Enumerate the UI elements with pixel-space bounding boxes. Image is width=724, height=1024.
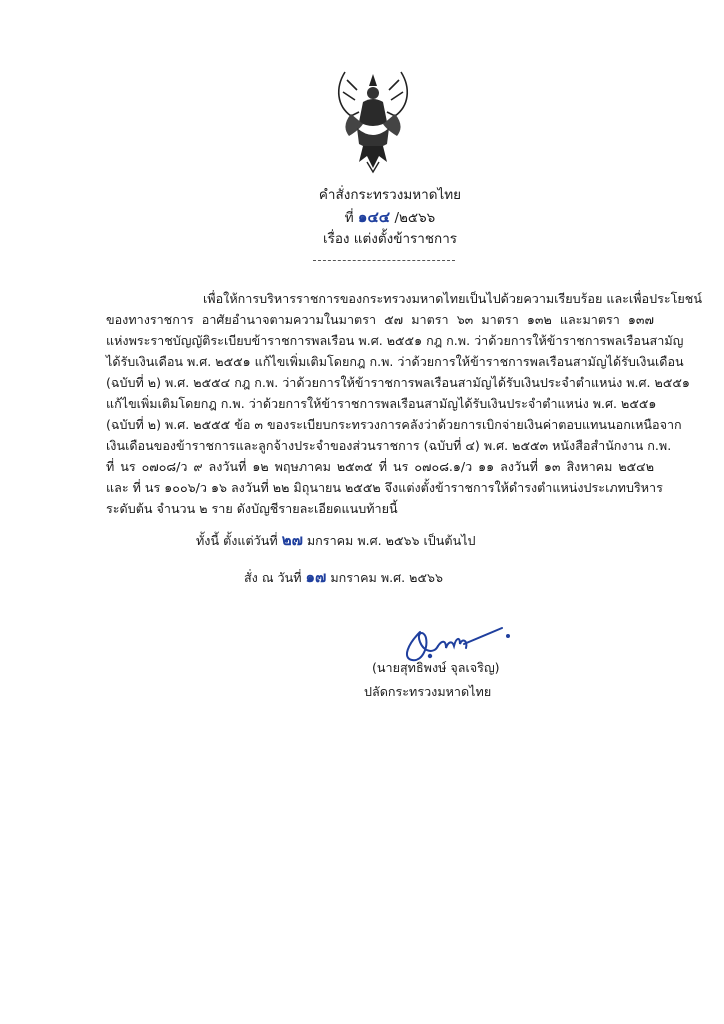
effective-suffix: มกราคม พ.ศ. ๒๕๖๖ เป็นต้นไป <box>306 533 476 548</box>
body-line: เพื่อให้การบริหารราชการของกระทรวงมหาดไทยเป็นไปด้วยความเรียบร้อย และเพื่อประโยชน์ <box>203 291 702 306</box>
header-divider <box>313 260 455 261</box>
order-number: ๑๔๔ <box>357 208 391 226</box>
ordered-day: ๑๗ <box>305 568 327 586</box>
signatory-name: (นายสุทธิพงษ์ จุลเจริญ) <box>372 660 500 675</box>
subject-line: เรื่อง แต่งตั้งข้าราชการ <box>322 231 458 247</box>
effective-day: ๒๗ <box>281 531 303 549</box>
garuda-emblem-icon <box>333 66 413 174</box>
document-title: คำสั่งกระทรวงมหาดไทย <box>318 187 462 203</box>
body-line: (ฉบับที่ ๒) พ.ศ. ๒๕๕๕ ข้อ ๓ ของระเบียบกระทรวงการคลังว่าด้วยการเบิกจ่ายเงินค่าตอบแทนนอกเหนือจาก <box>106 417 682 432</box>
body-line: และ ที่ นร ๑๐๐๖/ว ๑๖ ลงวันที่ ๒๒ มิถุนายน ๒๕๕๒ จึงแต่งตั้งข้าราชการให้ดำรงตำแหน่งประเภทบริหาร <box>106 480 663 495</box>
body-line: ของทางราชการ อาศัยอำนาจตามความในมาตรา ๕๗ มาตรา ๖๓ มาตรา ๑๓๒ และมาตรา ๑๓๗ <box>106 312 654 327</box>
order-prefix: ที่ <box>344 210 354 226</box>
ordered-suffix: มกราคม พ.ศ. ๒๕๖๖ <box>330 570 443 585</box>
body-line: ได้รับเงินเดือน พ.ศ. ๒๕๕๑ แก้ไขเพิ่มเติมโดยกฎ ก.พ. ว่าด้วยการให้ข้าราชการพลเรือนสามัญได้รับเงินเดือน <box>106 354 684 369</box>
body-line: แห่งพระราชบัญญัติระเบียบข้าราชการพลเรือน พ.ศ. ๒๕๕๑ กฎ ก.พ. ว่าด้วยการให้ข้าราชการพลเรือนสามัญ <box>106 333 684 348</box>
body-line: แก้ไขเพิ่มเติมโดยกฎ ก.พ. ว่าด้วยการให้ข้าราชการพลเรือนสามัญได้รับเงินประจำตำแหน่ง พ.ศ. ๒๕๕๑ <box>106 396 657 411</box>
order-number-line <box>300 208 480 227</box>
ordered-date-line <box>244 569 443 586</box>
body-line: เงินเดือนของข้าราชการและลูกจ้างประจำของส่วนราชการ (ฉบับที่ ๔) พ.ศ. ๒๕๕๓ หนังสือสำนักงาน ก.พ. <box>106 438 672 453</box>
order-year: /๒๕๖๖ <box>394 210 436 226</box>
body-line: ระดับต้น จำนวน ๒ ราย ดังบัญชีรายละเอียดแนบท้ายนี้ <box>106 501 398 516</box>
body-line: (ฉบับที่ ๒) พ.ศ. ๒๕๕๔ กฎ ก.พ. ว่าด้วยการให้ข้าราชการพลเรือนสามัญได้รับเงินประจำตำแหน่ง พ.ศ. ๒๕๕๑ <box>106 375 690 390</box>
signatory-position: ปลัดกระทรวงมหาดไทย <box>364 684 492 699</box>
effective-prefix: ทั้งนี้ ตั้งแต่วันที่ <box>196 533 278 548</box>
effective-date-line <box>196 532 476 549</box>
ordered-prefix: สั่ง ณ วันที่ <box>244 570 302 585</box>
body-line: ที่ นร ๐๗๐๘/ว ๙ ลงวันที่ ๑๒ พฤษภาคม ๒๕๓๕ ที่ นร ๐๗๐๘.๑/ว ๑๑ ลงวันที่ ๑๓ สิงหาคม ๒๕๔๒ <box>106 459 654 474</box>
